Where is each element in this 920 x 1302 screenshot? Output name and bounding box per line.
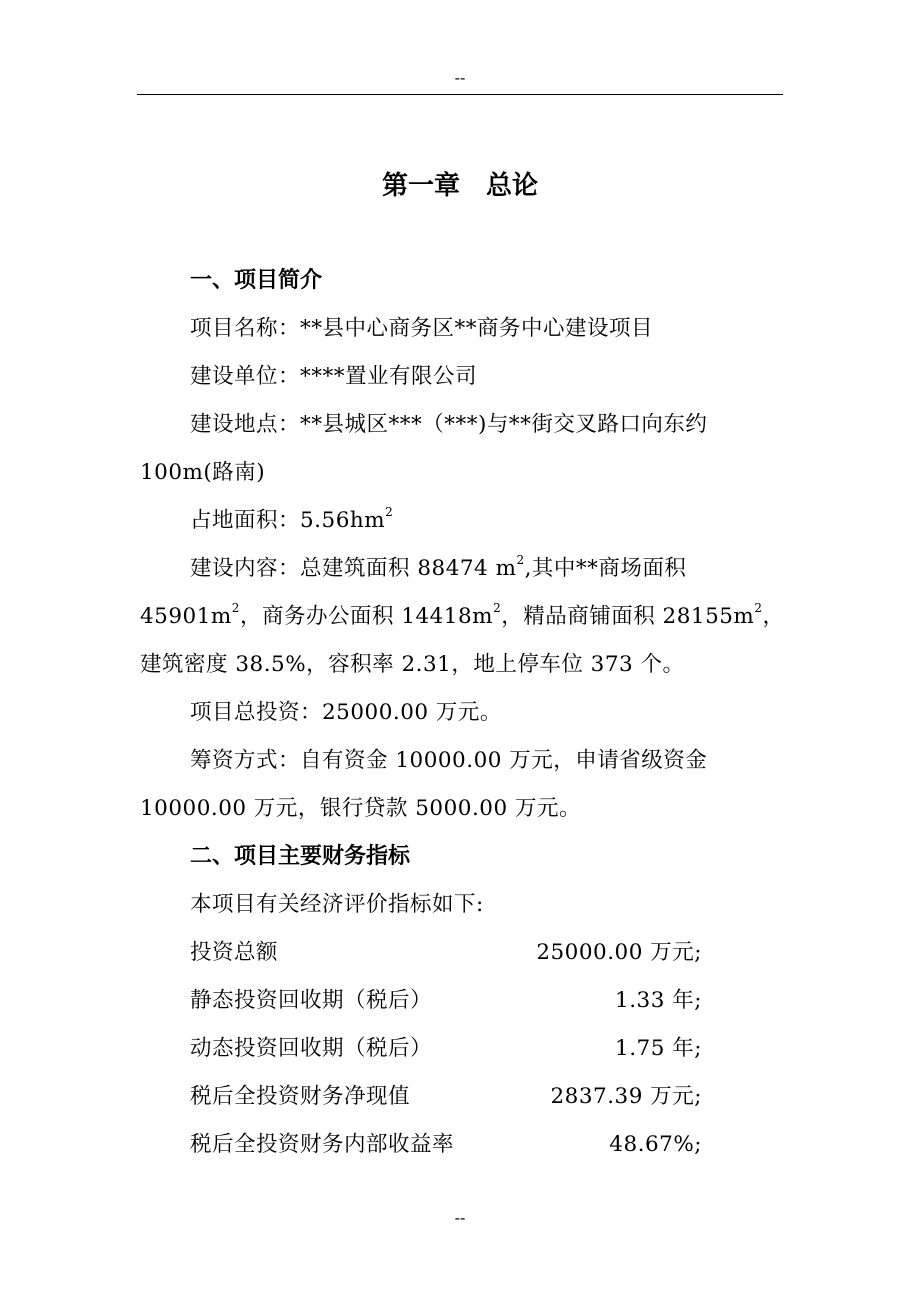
content-line-2-c: ，精品商铺面积 28155m (501, 604, 755, 629)
land-area-text: 占地面积：5.56hm (190, 508, 386, 533)
site-line-2: 100m(路南) (140, 460, 266, 485)
header-mark: -- (454, 68, 466, 87)
indicator-value: 25000.00 万元; (536, 940, 702, 965)
indicator-label: 投资总额 (190, 940, 279, 965)
indicator-label: 税后全投资财务净现值 (190, 1084, 411, 1109)
indicator-label: 静态投资回收期（税后） (190, 988, 433, 1013)
section-heading-finance: 二、项目主要财务指标 (190, 844, 411, 869)
content-line-2-a: 45901m (140, 604, 232, 629)
indicator-label: 税后全投资财务内部收益率 (190, 1132, 455, 1157)
indicator-value: 1.33 年; (615, 988, 702, 1013)
indicator-value: 48.67%; (609, 1132, 702, 1157)
content-line-2 (140, 601, 784, 633)
indicators-intro: 本项目有关经济评价指标如下: (190, 892, 484, 917)
superscript-2: 2 (493, 601, 502, 615)
content-line-3: 建筑密度 38.5%，容积率 2.31，地上停车位 373 个。 (140, 652, 685, 677)
section-heading-intro: 一、项目简介 (190, 268, 323, 293)
indicator-label: 动态投资回收期（税后） (190, 1036, 433, 1061)
builder-unit-line: 建设单位：****置业有限公司 (190, 364, 478, 389)
project-name-line: 项目名称：**县中心商务区**商务中心建设项目 (190, 316, 654, 341)
funding-line-1: 筹资方式：自有资金 10000.00 万元，申请省级资金 (190, 748, 708, 773)
land-area-line (190, 505, 393, 537)
header-rule (137, 94, 783, 95)
funding-line-2: 10000.00 万元，银行贷款 5000.00 万元。 (140, 796, 581, 821)
content-line-1-b: ,其中**商场面积 (524, 556, 687, 581)
indicator-value: 1.75 年; (615, 1036, 702, 1061)
superscript-2: 2 (754, 601, 763, 615)
chapter-title: 第一章 总论 (381, 171, 538, 201)
superscript-2: 2 (385, 505, 394, 519)
indicator-value: 2837.39 万元; (550, 1084, 702, 1109)
content-line-1 (190, 553, 686, 585)
superscript-2: 2 (516, 553, 525, 567)
content-line-1-a: 建设内容：总建筑面积 88474 m (190, 556, 517, 581)
superscript-2: 2 (231, 601, 240, 615)
site-line-1: 建设地点：**县城区***（***)与**街交叉路口向东约 (190, 412, 708, 437)
content-line-2-b: ，商务办公面积 14418m (239, 604, 494, 629)
content-line-2-d: ， (762, 604, 785, 629)
footer-mark: -- (454, 1208, 466, 1227)
total-investment-line: 项目总投资：25000.00 万元。 (190, 700, 502, 725)
